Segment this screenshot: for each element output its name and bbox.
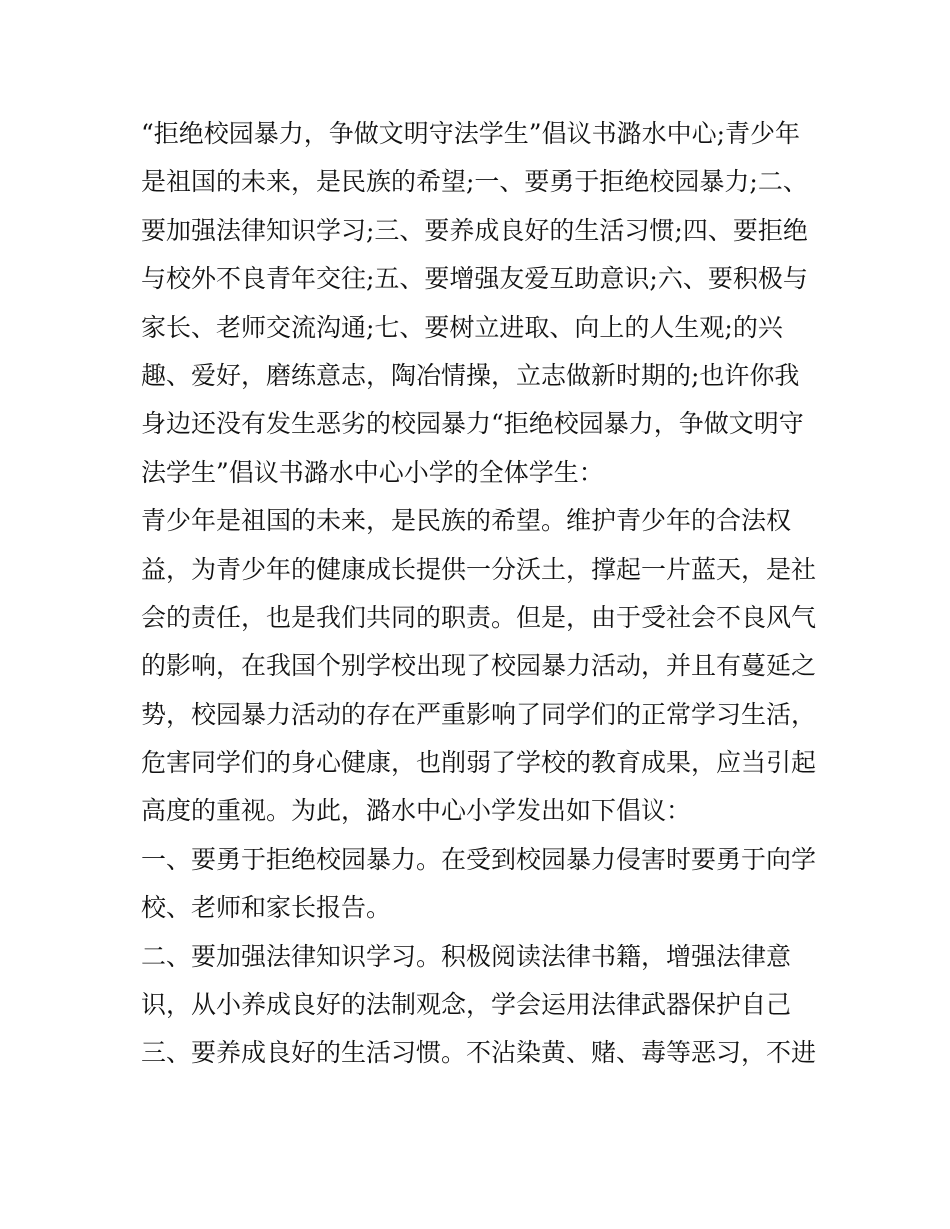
text-line: 与校外不良青年交往;五、要增强友爱互助意识;六、要积极与 (141, 264, 808, 294)
text-line: 的影响，在我国个别学校出现了校园暴力活动，并且有蔓延之 (141, 651, 817, 681)
text-line: 身边还没有发生恶劣的校园暴力“拒绝校园暴力，争做文明守 (141, 409, 804, 439)
text-line: 一、要勇于拒绝校园暴力。在受到校园暴力侵害时要勇于向学 (141, 844, 817, 874)
text-line: 青少年是祖国的未来，是民族的希望。维护青少年的合法权 (141, 506, 792, 536)
document-body (141, 110, 821, 1078)
text-line: 要加强法律知识学习;三、要养成良好的生活习惯;四、要拒绝 (141, 215, 808, 245)
text-line: 趣、爱好，磨练意志，陶冶情操，立志做新时期的;也许你我 (141, 360, 800, 390)
text-line: 是祖国的未来，是民族的希望;一、要勇于拒绝校园暴力;二、 (141, 167, 808, 197)
text-line: 法学生”倡议书潞水中心小学的全体学生： (141, 457, 604, 487)
text-line: 校、老师和家长报告。 (141, 893, 392, 923)
text-line: 家长、老师交流沟通;七、要树立进取、向上的人生观;的兴 (141, 312, 783, 342)
text-line: 势，校园暴力活动的存在严重影响了同学们的正常学习生活， (141, 699, 817, 729)
text-line: “拒绝校园暴力，争做文明守法学生”倡议书潞水中心;青少年 (141, 119, 800, 148)
text-line: 会的责任，也是我们共同的职责。但是，由于受社会不良风气 (141, 602, 817, 632)
text-line: 识，从小养成良好的法制观念，学会运用法律武器保护自己 (141, 990, 792, 1020)
text-line: 二、要加强法律知识学习。积极阅读法律书籍，增强法律意 (141, 941, 792, 971)
text-line: 高度的重视。为此，潞水中心小学发出如下倡议： (141, 796, 692, 826)
text-line: 三、要养成良好的生活习惯。不沾染黄、赌、毒等恶习，不进 (141, 1038, 817, 1068)
text-line: 益，为青少年的健康成长提供一分沃土，撑起一片蓝天，是社 (141, 554, 817, 584)
text-line: 危害同学们的身心健康，也削弱了学校的教育成果，应当引起 (141, 748, 817, 778)
